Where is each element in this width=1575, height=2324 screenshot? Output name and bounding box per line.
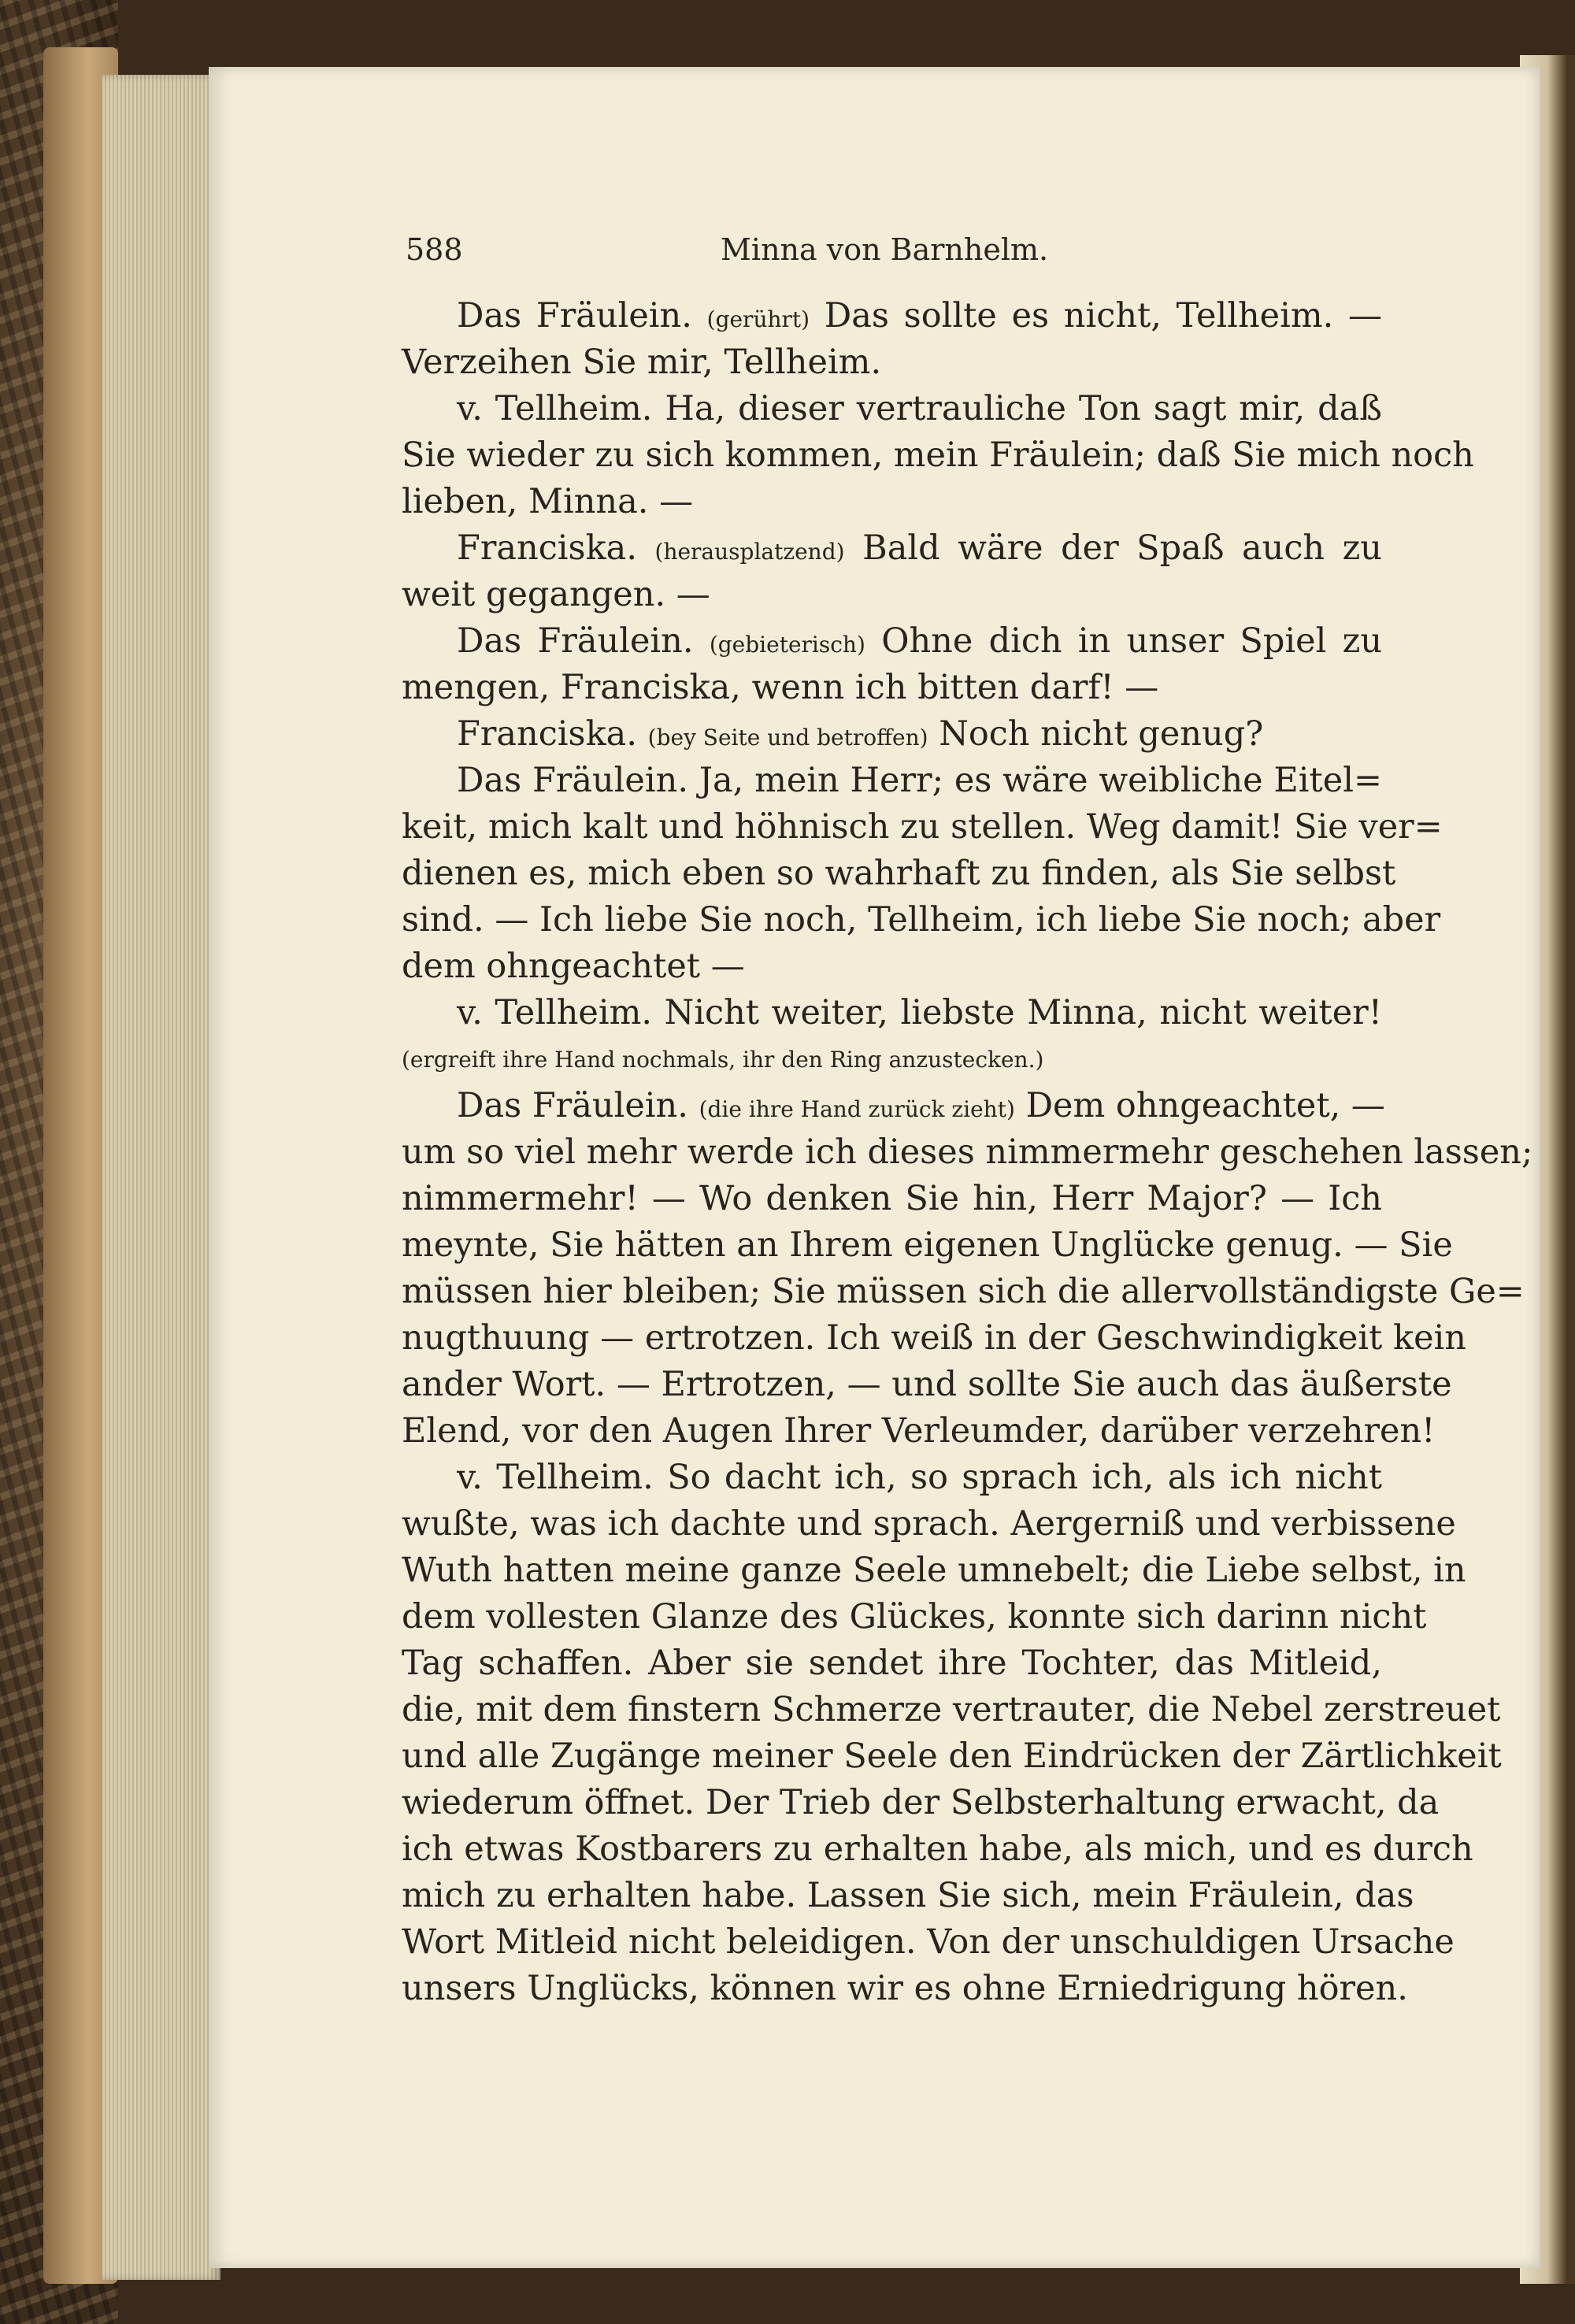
text-line bbox=[402, 1408, 1436, 1455]
line-text: nugthuung — ertrotzen. Ich weiß in der Geschwindigkeit kein bbox=[402, 1318, 1466, 1358]
page-number: 588 bbox=[406, 232, 463, 267]
line-text: So dacht ich, so sprach ich, als ich nicht bbox=[667, 1458, 1382, 1497]
speaker-name: v. Tellheim. bbox=[457, 1458, 654, 1497]
text-line bbox=[402, 1129, 1533, 1176]
text-line bbox=[402, 897, 1441, 943]
text-line bbox=[402, 943, 1382, 990]
speaker-name: Das Fräulein. bbox=[457, 1086, 688, 1125]
speaker-name: Das Fräulein. bbox=[457, 296, 692, 335]
line-text: dem vollesten Glanze des Glückes, konnte sich darinn nicht bbox=[402, 1597, 1427, 1636]
line-text: wiederum öffnet. Der Trieb der Selbsterhaltung erwacht, da bbox=[402, 1783, 1440, 1822]
speaker-name: v. Tellheim. bbox=[457, 993, 653, 1032]
line-text: dienen es, mich eben so wahrhaft zu finden, als Sie selbst bbox=[402, 854, 1396, 893]
speaker-name: Franciska. bbox=[457, 528, 637, 568]
text-line bbox=[402, 1919, 1455, 1966]
text-line bbox=[402, 1083, 1385, 1129]
text-line bbox=[402, 1176, 1382, 1222]
text-line bbox=[402, 479, 1382, 525]
line-text: mengen, Franciska, wenn ich bitten darf! — bbox=[402, 668, 1159, 707]
speaker-name: Franciska. bbox=[457, 714, 637, 754]
line-text: Sie wieder zu sich kommen, mein Fräulein; daß Sie mich noch bbox=[402, 436, 1474, 475]
text-line bbox=[402, 339, 1382, 386]
line-text: mich zu erhalten habe. Lassen Sie sich, mein Fräulein, das bbox=[402, 1876, 1414, 1915]
page-edges bbox=[102, 75, 220, 2280]
speaker-name: Das Fräulein. bbox=[457, 761, 688, 800]
stage-direction: (bey Seite und betroffen) bbox=[647, 725, 928, 751]
line-text: Ohne dich in unser Spiel zu bbox=[881, 621, 1383, 661]
text-line bbox=[402, 1780, 1440, 1826]
line-text: Das sollte es nicht, Tellheim. — bbox=[824, 296, 1383, 335]
text-line bbox=[402, 665, 1382, 711]
text-line bbox=[402, 1826, 1473, 1873]
line-text: ich etwas Kostbarers zu erhalten habe, als mich, und es durch bbox=[402, 1829, 1473, 1869]
text-line bbox=[402, 1315, 1466, 1362]
line-text: nimmermehr! — Wo denken Sie hin, Herr Major? — Ich bbox=[402, 1179, 1382, 1218]
text-line bbox=[402, 1873, 1414, 1919]
line-text: um so viel mehr werde ich dieses nimmermehr geschehen lassen; bbox=[402, 1132, 1533, 1172]
body-text bbox=[402, 293, 1533, 2012]
line-text: Wuth hatten meine ganze Seele umnebelt; die Liebe selbst, in bbox=[402, 1551, 1466, 1590]
text-line bbox=[402, 1222, 1453, 1269]
text-line bbox=[402, 1966, 1408, 2012]
text-line bbox=[402, 1036, 1382, 1083]
text-line bbox=[402, 525, 1382, 572]
stage-direction: (gebieterisch) bbox=[709, 632, 865, 658]
stage-direction: (gerührt) bbox=[706, 306, 810, 332]
text-line bbox=[402, 758, 1382, 804]
line-text: meynte, Sie hätten an Ihrem eigenen Unglücke genug. — Sie bbox=[402, 1225, 1453, 1265]
line-text: wußte, was ich dachte und sprach. Aergerniß und verbissene bbox=[402, 1504, 1456, 1544]
running-head bbox=[406, 232, 1382, 280]
line-text: dem ohngeachtet — bbox=[402, 947, 745, 986]
line-text: Ha, dieser vertrauliche Ton sagt mir, daß bbox=[665, 389, 1382, 428]
speaker-name: Das Fräulein. bbox=[457, 621, 694, 661]
line-text: unsers Unglücks, können wir es ohne Erniedrigung hören. bbox=[402, 1969, 1408, 2008]
text-line bbox=[402, 1269, 1525, 1315]
text-line bbox=[402, 618, 1382, 665]
text-line bbox=[402, 572, 1382, 618]
text-line bbox=[402, 386, 1382, 432]
running-title: Minna von Barnhelm. bbox=[721, 232, 1049, 267]
line-text: Wort Mitleid nicht beleidigen. Von der unschuldigen Ursache bbox=[402, 1922, 1455, 1962]
text-line bbox=[402, 1733, 1502, 1780]
line-text: Bald wäre der Spaß auch zu bbox=[862, 528, 1382, 568]
speaker-name: v. Tellheim. bbox=[457, 389, 653, 428]
text-line bbox=[402, 1594, 1427, 1640]
line-text: weit gegangen. — bbox=[402, 575, 710, 614]
line-text: keit, mich kalt und höhnisch zu stellen. Weg damit! Sie ver= bbox=[402, 807, 1443, 847]
stage-direction: (herausplatzend) bbox=[654, 539, 845, 565]
text-line bbox=[402, 1501, 1456, 1547]
text-line bbox=[402, 990, 1382, 1036]
line-text: Ja, mein Herr; es wäre weibliche Eitel= bbox=[699, 761, 1382, 800]
line-text: Noch nicht genug? bbox=[939, 714, 1264, 754]
line-text: und alle Zugänge meiner Seele den Eindrücken der Zärtlichkeit bbox=[402, 1737, 1502, 1776]
text-line bbox=[402, 1455, 1382, 1501]
text-line bbox=[402, 1362, 1452, 1408]
text-line bbox=[402, 851, 1396, 897]
line-text: Elend, vor den Augen Ihrer Verleumder, darüber verzehren! bbox=[402, 1411, 1436, 1451]
stage-direction: (die ihre Hand zurück zieht) bbox=[699, 1096, 1015, 1122]
line-text: Nicht weiter, liebste Minna, nicht weiter! bbox=[664, 993, 1382, 1032]
text-line bbox=[402, 293, 1382, 339]
line-text: müssen hier bleiben; Sie müssen sich die allervollständigste Ge= bbox=[402, 1272, 1525, 1311]
line-text: (ergreift ihre Hand nochmals, ihr den Ring anzustecken.) bbox=[402, 1047, 1044, 1073]
line-text: Tag schaffen. Aber sie sendet ihre Tochter, das Mitleid, bbox=[402, 1644, 1382, 1683]
line-text: Dem ohngeachtet, — bbox=[1025, 1086, 1385, 1125]
line-text: die, mit dem finstern Schmerze vertrauter, die Nebel zerstreuet bbox=[402, 1690, 1501, 1729]
line-text: sind. — Ich liebe Sie noch, Tellheim, ich liebe Sie noch; aber bbox=[402, 900, 1441, 940]
text-line bbox=[402, 1547, 1466, 1594]
line-text: lieben, Minna. — bbox=[402, 482, 694, 521]
text-line bbox=[402, 1687, 1501, 1733]
text-line bbox=[402, 711, 1382, 758]
text-line bbox=[402, 1640, 1382, 1687]
text-line bbox=[402, 804, 1443, 851]
line-text: Verzeihen Sie mir, Tellheim. bbox=[402, 343, 882, 382]
text-line bbox=[402, 432, 1474, 479]
line-text: ander Wort. — Ertrotzen, — und sollte Sie auch das äußerste bbox=[402, 1365, 1452, 1404]
